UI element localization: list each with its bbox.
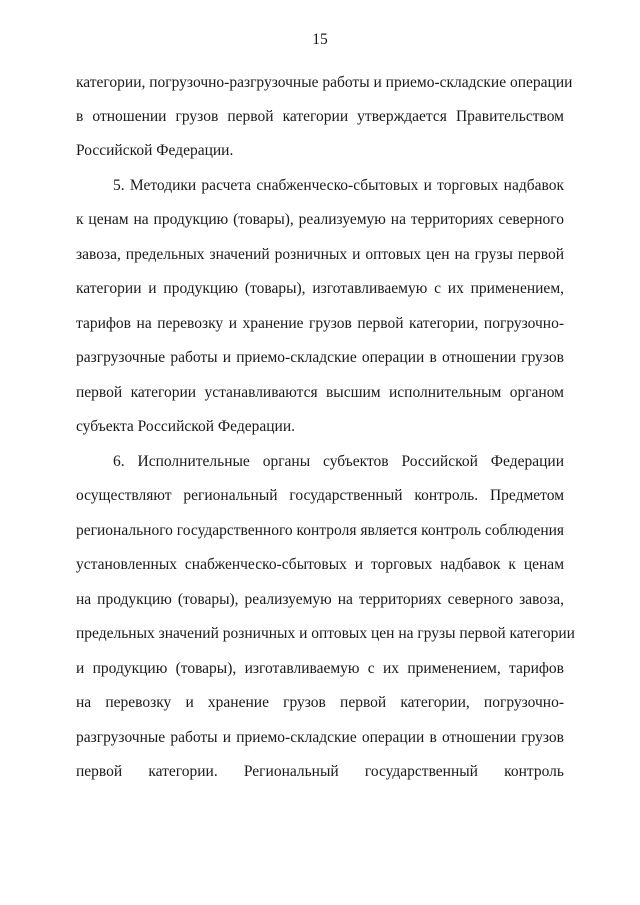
text-line: осуществляют региональный государственный контроль. Предметом — [76, 487, 564, 504]
text-line: категории и продукцию (товары), изготавливаемую с их применением, — [76, 280, 564, 297]
text-line: субъекта Российской Федерации. — [76, 418, 295, 435]
paragraph-6-first-line: 6. Исполнительные органы субъектов Российской Федерации — [113, 453, 564, 470]
text-line: завоза, предельных значений розничных и оптовых цен на грузы первой — [76, 246, 564, 263]
text-line: разгрузочные работы и приемо-складские операции в отношении грузов — [76, 729, 564, 746]
text-line: к ценам на продукцию (товары), реализуемую на территориях северного — [76, 211, 564, 228]
text-line: в отношении грузов первой категории утверждается Правительством — [76, 108, 564, 125]
text-line: первой категории. Региональный государственный контроль — [76, 763, 564, 780]
text-line: на продукцию (товары), реализуемую на территориях северного завоза, — [76, 591, 564, 608]
text-line: разгрузочные работы и приемо-складские операции в отношении грузов — [76, 349, 564, 366]
page-number: 15 — [312, 31, 328, 48]
text-line: регионального государственного контроля является контроль соблюдения — [76, 522, 565, 539]
text-line: тарифов на перевозку и хранение грузов первой категории, погрузочно- — [76, 315, 564, 332]
text-line: установленных снабженческо-сбытовых и торговых надбавок к ценам — [76, 556, 564, 573]
text-line: первой категории устанавливаются высшим исполнительным органом — [76, 384, 564, 401]
text-line: категории, погрузочно-разгрузочные работы и приемо-складские операции — [76, 74, 573, 91]
text-line: Российской Федерации. — [76, 142, 234, 159]
text-line: и продукцию (товары), изготавливаемую с их применением, тарифов — [76, 660, 564, 677]
text-line: на перевозку и хранение грузов первой категории, погрузочно- — [76, 694, 564, 711]
paragraph-5-first-line: 5. Методики расчета снабженческо-сбытовых и торговых надбавок — [113, 177, 564, 194]
text-line: предельных значений розничных и оптовых цен на грузы первой категории — [76, 625, 575, 642]
